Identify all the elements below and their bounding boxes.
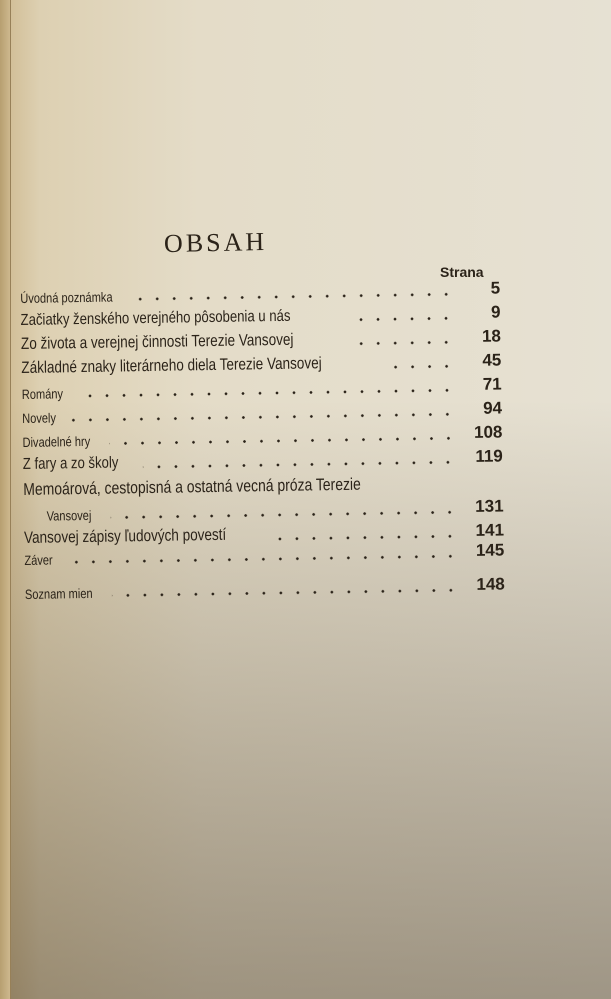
toc-entry-title: Vansovej zápisy ľudových povestí	[23, 525, 227, 547]
toc-entry-title: Úvodná poznámka	[20, 289, 113, 306]
page-title: OBSAH	[163, 226, 268, 259]
dot-leader	[275, 534, 458, 541]
table-of-contents	[20, 274, 505, 602]
toc-entry-title: Novely	[22, 410, 57, 426]
toc-entry-page: 9	[490, 302, 501, 322]
dot-leader	[392, 364, 456, 369]
toc-entry-page: 18	[481, 326, 502, 346]
toc-entry-page: 71	[482, 374, 502, 394]
toc-entry-title: Záver	[24, 552, 53, 568]
toc-entry-page: 141	[475, 520, 505, 540]
toc-entry-title: Divadelné hry	[22, 433, 91, 450]
dot-leader	[354, 316, 455, 322]
toc-entry-page: 145	[475, 540, 505, 560]
toc-entry-page: 94	[482, 398, 503, 418]
toc-entry-title: Memoárová, cestopisná a ostatná vecná próza Terezie	[23, 474, 361, 499]
toc-entry-title: Romány	[21, 386, 64, 402]
page-spine-edge	[0, 0, 11, 999]
toc-entry-title: Základné znaky literárneho diela Terezie Vansovej	[21, 354, 322, 377]
dot-leader	[111, 588, 458, 597]
dot-leader	[357, 340, 455, 346]
page-column-header: Strana	[440, 264, 484, 280]
toc-entry-page: 119	[475, 446, 503, 466]
toc-entry-title: Začiatky ženského verejného pôsobenia u nás	[20, 307, 291, 329]
toc-entry	[24, 560, 504, 602]
toc-entry-page: 5	[490, 278, 501, 298]
toc-entry-page: 131	[475, 496, 504, 516]
toc-entry-title: Z fary a zo školy	[22, 454, 119, 473]
toc-entry-page: 45	[482, 350, 502, 370]
toc-entry-title: Zo života a verejnej činnosti Terezie Vansovej	[20, 330, 294, 353]
toc-entry-title: Soznam mien	[24, 585, 93, 602]
toc-entry-page: 108	[473, 422, 503, 442]
toc-entry-title-continued: Vansovej	[46, 507, 92, 524]
toc-entry-page: 148	[476, 574, 505, 594]
